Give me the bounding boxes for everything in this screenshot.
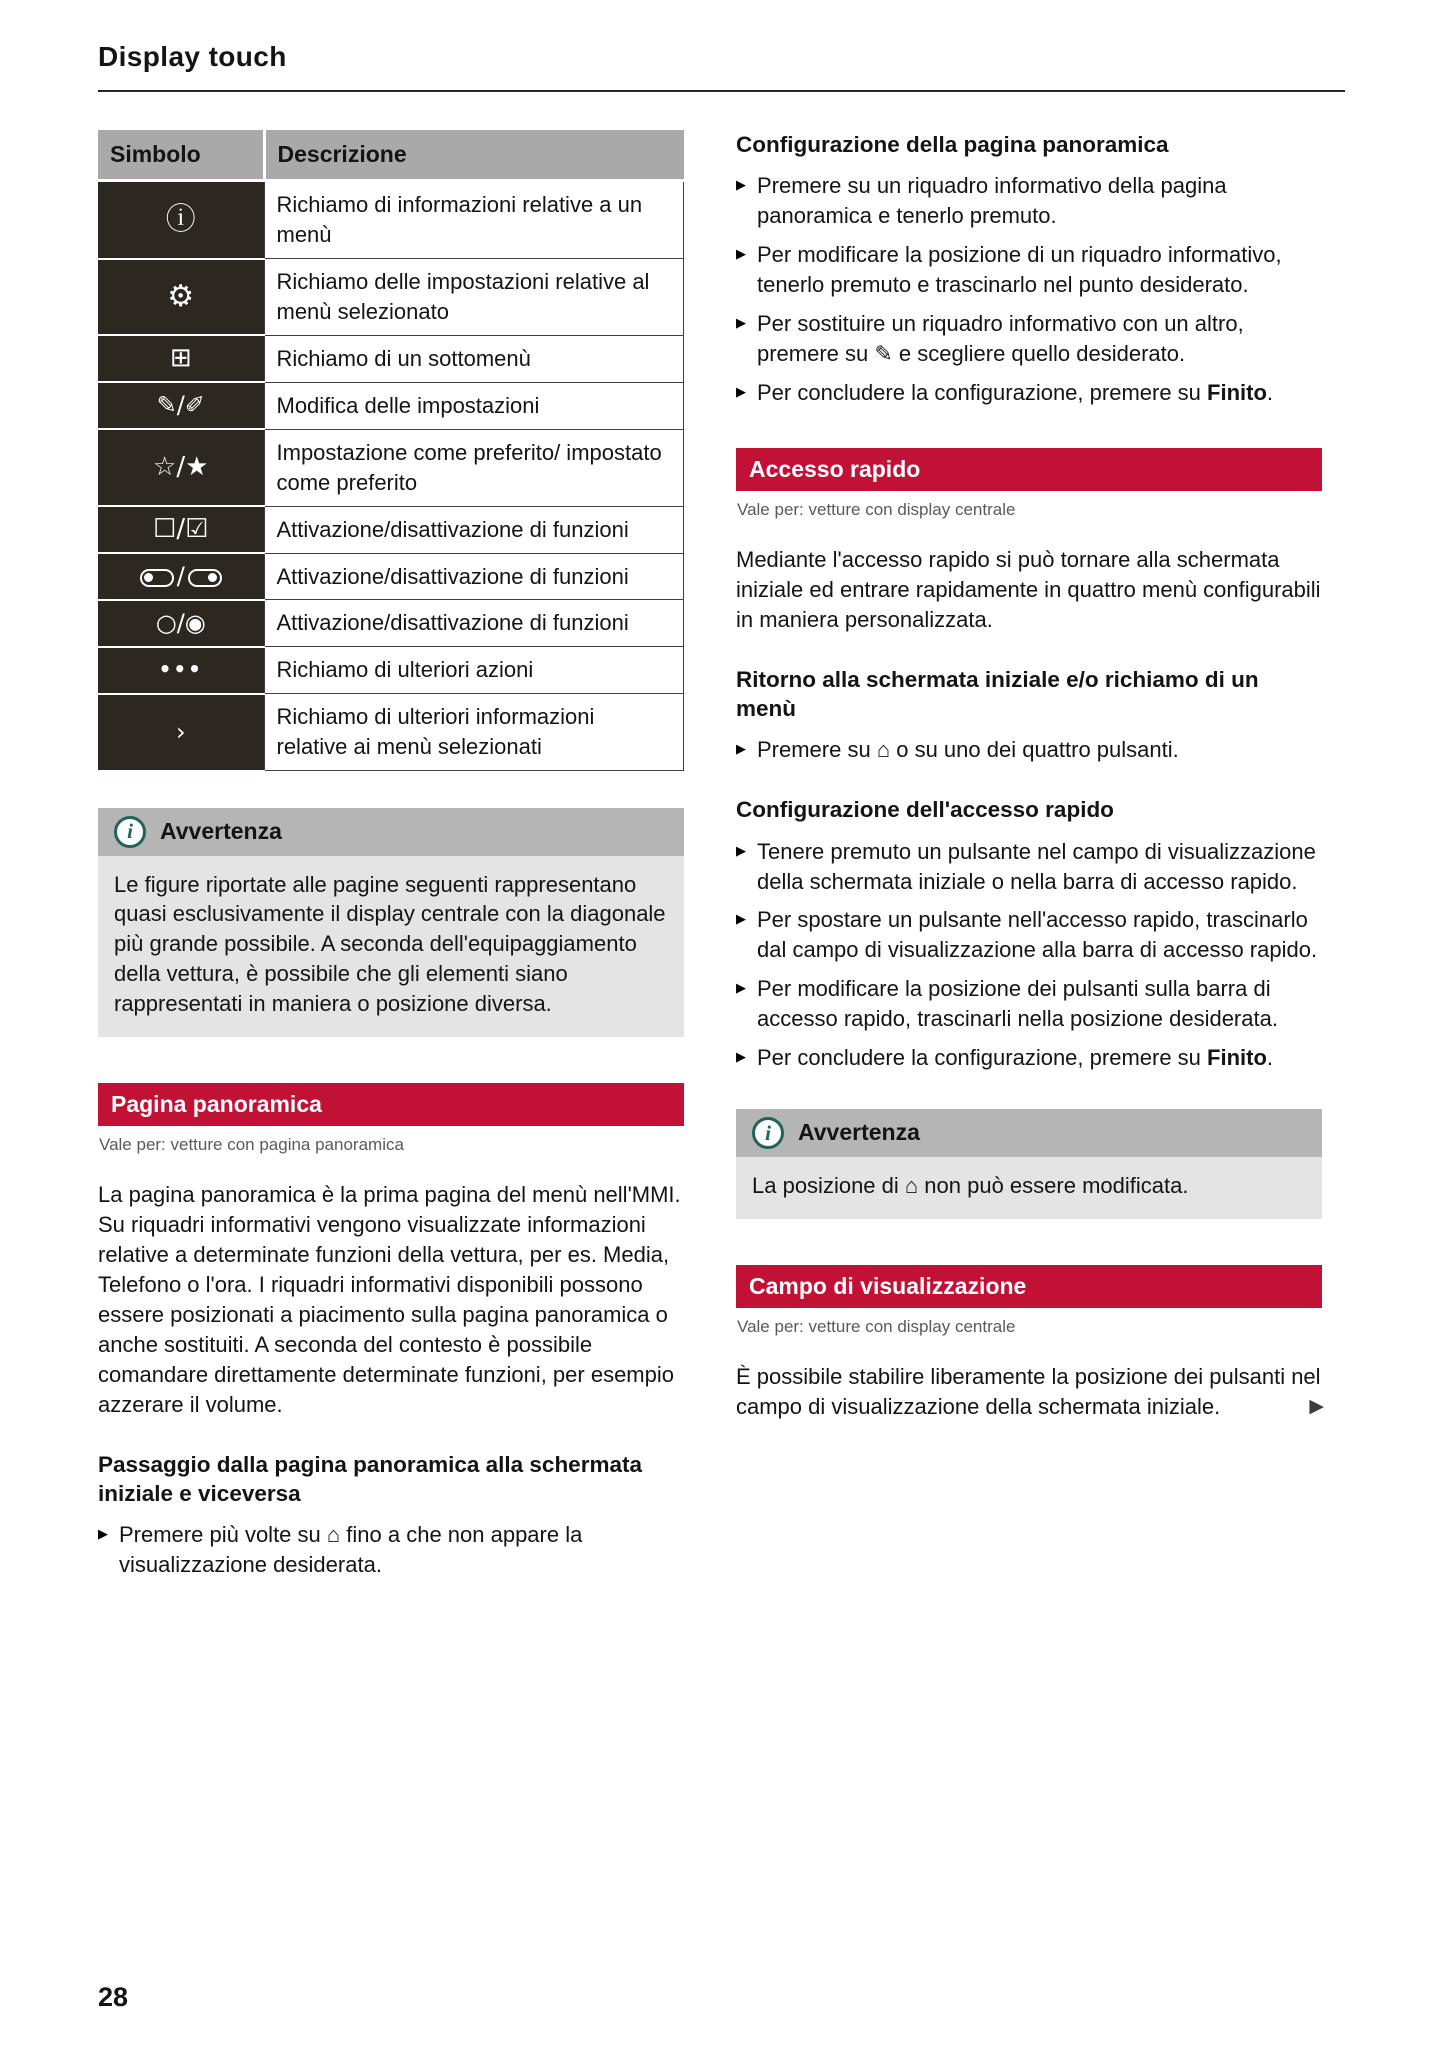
symbol-description: Attivazione/disattivazione di funzioni — [264, 506, 684, 553]
radio-icons: ○/◉ — [155, 608, 206, 637]
edit-pencil-icons: ✎/✐ — [156, 391, 205, 420]
subsection-heading: Configurazione della pagina panoramica — [736, 132, 1169, 158]
list-item — [98, 1520, 684, 1580]
table-row — [98, 553, 684, 600]
bullet-arrow-icon: ▶ — [736, 1050, 746, 1066]
page-title: Display touch — [98, 41, 287, 72]
bullet-list — [736, 837, 1322, 1073]
table-header-simbolo: Simbolo — [98, 130, 264, 181]
toggle-off-icon — [140, 569, 174, 587]
bullet-arrow-icon: ▶ — [736, 178, 746, 194]
list-item — [736, 837, 1322, 897]
symbol-description: Attivazione/disattivazione di funzioni — [264, 600, 684, 647]
section-header-campo-visualizzazione: Campo di visualizzazione — [736, 1265, 1322, 1308]
symbol-description: Attivazione/disattivazione di funzioni — [264, 553, 684, 600]
bullet-text: Premere su ⌂ o su uno dei quattro pulsanti. — [757, 737, 1179, 763]
symbol-description: Modifica delle impostazioni — [264, 382, 684, 429]
bullet-text: Per spostare un pulsante nell'accesso rapido, trascinarlo dal campo di visualizzazione alla barra di accesso rapido. — [757, 907, 1318, 963]
table-header-row — [98, 130, 684, 181]
bullet-list — [736, 171, 1322, 407]
bullet-arrow-icon: ▶ — [736, 247, 746, 263]
bullet-text: Per concludere la configurazione, premere su Finito. — [757, 1045, 1274, 1071]
table-row — [98, 506, 684, 553]
bullet-arrow-icon: ▶ — [736, 843, 746, 859]
bullet-text: Tenere premuto un pulsante nel campo di visualizzazione della schermata iniziale o nella barra di accesso rapido. — [757, 838, 1316, 894]
symbol-description: Richiamo di ulteriori azioni — [264, 647, 684, 694]
bullet-text: Premere più volte su ⌂ fino a che non appare la visualizzazione desiderata. — [119, 1522, 583, 1578]
symbol-description: Richiamo delle impostazioni relative al menù selezionato — [264, 259, 684, 336]
paragraph: È possibile stabilire liberamente la posizione dei pulsanti nel campo di visualizzazione della schermata iniziale. — [736, 1364, 1321, 1420]
validity-note: Vale per: vetture con display centrale — [737, 1317, 1016, 1337]
bullet-arrow-icon: ▶ — [736, 315, 746, 331]
paragraph: La pagina panoramica è la prima pagina del menù nell'MMI. Su riquadri informativi vengono visualizzate informazioni relative a determinate funzioni della vettura, per es. Media, Telefono o l'ora. I riquadri informativi disponibili possono essere posizionati a piacimento sulla pagina panoramica o anche sostituiti. A seconda del contesto è possibile comandare direttamente determinate funzioni, per esempio azzerare il volume. — [98, 1182, 681, 1417]
note-header — [736, 1109, 1322, 1157]
bullet-arrow-icon: ▶ — [98, 1527, 108, 1543]
table-row — [98, 694, 684, 771]
info-icon: i — [752, 1117, 784, 1149]
two-column-layout — [98, 130, 1345, 1589]
symbol-description: Richiamo di informazioni relative a un menù — [264, 181, 684, 259]
list-item — [736, 1043, 1322, 1073]
table-row — [98, 335, 684, 382]
info-circle-icon: ⓘ — [165, 201, 196, 237]
list-item — [736, 905, 1322, 965]
continuation-arrow-icon: ▶ — [1309, 1395, 1324, 1418]
note-box-avvertenza — [736, 1109, 1322, 1219]
bullet-list — [736, 735, 1322, 765]
validity-note: Vale per: vetture con pagina panoramica — [99, 1135, 404, 1155]
validity-note: Vale per: vetture con display centrale — [737, 500, 1016, 520]
slash-separator: / — [176, 561, 185, 590]
list-item — [736, 378, 1322, 408]
table-row — [98, 600, 684, 647]
bullet-list — [98, 1520, 684, 1580]
subsection-heading: Passaggio dalla pagina panoramica alla schermata iniziale e viceversa — [98, 1451, 642, 1506]
symbol-description: Richiamo di un sottomenù — [264, 335, 684, 382]
bullet-text: Per sostituire un riquadro informativo con un altro, premere su ✎ e scegliere quello desiderato. — [757, 310, 1244, 366]
note-title: Avvertenza — [798, 1119, 920, 1146]
note-title: Avvertenza — [160, 817, 282, 844]
bullet-text: Per modificare la posizione dei pulsanti sulla barra di accesso rapido, trascinarli nella posizione desiderata. — [757, 976, 1278, 1032]
gear-icon: ⚙ — [167, 278, 195, 314]
page-number: 28 — [98, 1982, 129, 2013]
subsection-heading: Ritorno alla schermata iniziale e/o richiamo di un menù — [736, 666, 1259, 722]
symbols-table — [98, 130, 684, 771]
list-item — [736, 974, 1322, 1034]
paragraph: Mediante l'accesso rapido si può tornare alla schermata iniziale ed entrare rapidamente in quattro menù configurabili in maniera personalizzata. — [736, 547, 1321, 632]
note-header — [98, 808, 684, 856]
checkbox-icons: ☐/☑ — [153, 513, 209, 544]
table-row — [98, 382, 684, 429]
table-row — [98, 647, 684, 694]
table-row — [98, 259, 684, 336]
toggle-on-icon — [188, 569, 222, 587]
left-column — [98, 130, 684, 1589]
list-item — [736, 171, 1322, 231]
submenu-grid-icon: ⊞ — [169, 343, 192, 374]
campo-paragraph-wrap — [736, 1362, 1322, 1422]
bullet-text: Per concludere la configurazione, premere su Finito. — [757, 379, 1274, 405]
bullet-text: Premere su un riquadro informativo della pagina panoramica e tenerlo premuto. — [757, 173, 1227, 229]
right-column — [736, 130, 1322, 1589]
note-box-avvertenza — [98, 808, 684, 1038]
chevron-right-icon: › — [175, 717, 186, 746]
table-row — [98, 181, 684, 259]
bullet-arrow-icon: ▶ — [736, 742, 746, 758]
list-item — [736, 735, 1322, 765]
more-dots-icon: ••• — [158, 657, 203, 682]
bullet-arrow-icon: ▶ — [736, 384, 746, 400]
list-item — [736, 309, 1322, 369]
bullet-arrow-icon: ▶ — [736, 912, 746, 928]
header-rule — [98, 90, 1345, 92]
section-header-accesso-rapido: Accesso rapido — [736, 448, 1322, 491]
list-item — [736, 240, 1322, 300]
note-body: Le figure riportate alle pagine seguenti rappresentano quasi esclusivamente il display centrale con la diagonale più grande possibile. A seconda dell'equipaggiamento della vettura, è possibile che gli elementi siano rappresentati in maniera o posizione diversa. — [98, 856, 684, 1038]
section-header-pagina-panoramica: Pagina panoramica — [98, 1083, 684, 1126]
table-header-descrizione: Descrizione — [264, 130, 684, 181]
info-icon: i — [114, 816, 146, 848]
bullet-text: Per modificare la posizione di un riquadro informativo, tenerlo premuto e trascinarlo nel punto desiderato. — [757, 242, 1282, 298]
table-row — [98, 429, 684, 506]
favorite-star-icons: ☆/★ — [153, 452, 209, 482]
symbol-description: Impostazione come preferito/ impostato come preferito — [264, 429, 684, 506]
subsection-heading: Configurazione dell'accesso rapido — [736, 797, 1114, 823]
symbol-description: Richiamo di ulteriori informazioni relative ai menù selezionati — [264, 694, 684, 771]
bullet-arrow-icon: ▶ — [736, 981, 746, 997]
note-body: La posizione di ⌂ non può essere modificata. — [736, 1157, 1322, 1219]
